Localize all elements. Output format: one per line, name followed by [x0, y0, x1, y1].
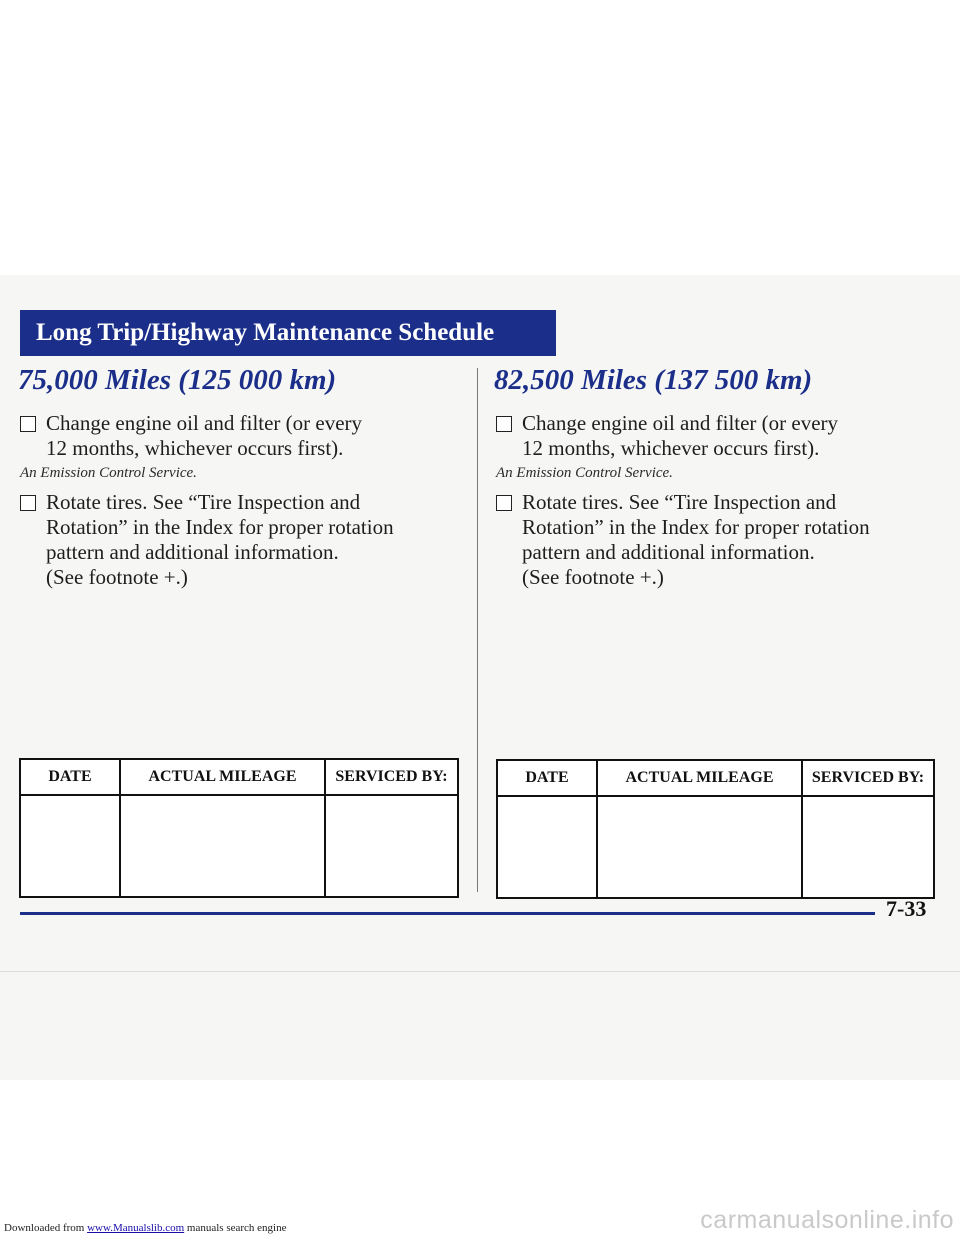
- checkbox-icon[interactable]: [20, 416, 36, 432]
- mileage-header: ACTUAL MILEAGE: [597, 760, 802, 796]
- item-line: Rotate tires. See “Tire Inspection and: [522, 490, 837, 514]
- emission-note: An Emission Control Service.: [496, 465, 673, 481]
- watermark: carmanualsonline.info: [700, 1206, 954, 1234]
- download-credit: [4, 1222, 286, 1234]
- item-line: Rotation” in the Index for proper rotation: [46, 515, 394, 539]
- item-line: pattern and additional information.: [522, 540, 815, 564]
- checkbox-icon[interactable]: [20, 495, 36, 511]
- checklist-item-oil: [494, 411, 944, 461]
- item-line: Change engine oil and filter (or every: [46, 411, 363, 435]
- checkbox-icon[interactable]: [496, 495, 512, 511]
- footer-rule: [20, 912, 875, 915]
- serviced-by-cell[interactable]: [802, 796, 934, 898]
- item-line: Rotate tires. See “Tire Inspection and: [46, 490, 361, 514]
- item-line: pattern and additional information.: [46, 540, 339, 564]
- mileage-cell[interactable]: [120, 795, 325, 897]
- serviced-by-cell[interactable]: [325, 795, 458, 897]
- checklist-item-tires: [494, 490, 944, 590]
- mileage-heading: 82,500 Miles (137 500 km): [494, 364, 813, 396]
- item-line: 12 months, whichever occurs first).: [522, 436, 820, 460]
- date-header: DATE: [20, 759, 120, 795]
- checkbox-icon[interactable]: [496, 416, 512, 432]
- mileage-cell[interactable]: [597, 796, 802, 898]
- item-line: 12 months, whichever occurs first).: [46, 436, 344, 460]
- mileage-heading: 75,000 Miles (125 000 km): [18, 364, 337, 396]
- emission-note: An Emission Control Service.: [20, 465, 197, 481]
- date-cell[interactable]: [20, 795, 120, 897]
- download-suffix: manuals search engine: [186, 1222, 287, 1234]
- serviced-by-header: SERVICED BY:: [325, 759, 458, 795]
- service-record-table: [496, 759, 935, 899]
- page-edge-line: [0, 971, 960, 972]
- checklist-item-oil: [18, 411, 468, 461]
- right-column: [494, 364, 944, 590]
- item-line: Rotation” in the Index for proper rotation: [522, 515, 870, 539]
- item-line: Change engine oil and filter (or every: [522, 411, 839, 435]
- checklist-item-tires: [18, 490, 468, 590]
- date-cell[interactable]: [497, 796, 597, 898]
- section-header: Long Trip/Highway Maintenance Schedule: [20, 310, 556, 356]
- serviced-by-header: SERVICED BY:: [802, 760, 934, 796]
- column-divider: [477, 368, 478, 892]
- item-line: (See footnote +.): [46, 565, 188, 589]
- left-column: [18, 364, 468, 590]
- page-number: 7-33: [886, 896, 927, 921]
- mileage-header: ACTUAL MILEAGE: [120, 759, 325, 795]
- item-line: (See footnote +.): [522, 565, 664, 589]
- download-prefix: Downloaded from: [4, 1222, 85, 1234]
- service-record-table: [19, 758, 459, 898]
- manualslib-link[interactable]: www.Manualslib.com: [87, 1222, 185, 1234]
- date-header: DATE: [497, 760, 597, 796]
